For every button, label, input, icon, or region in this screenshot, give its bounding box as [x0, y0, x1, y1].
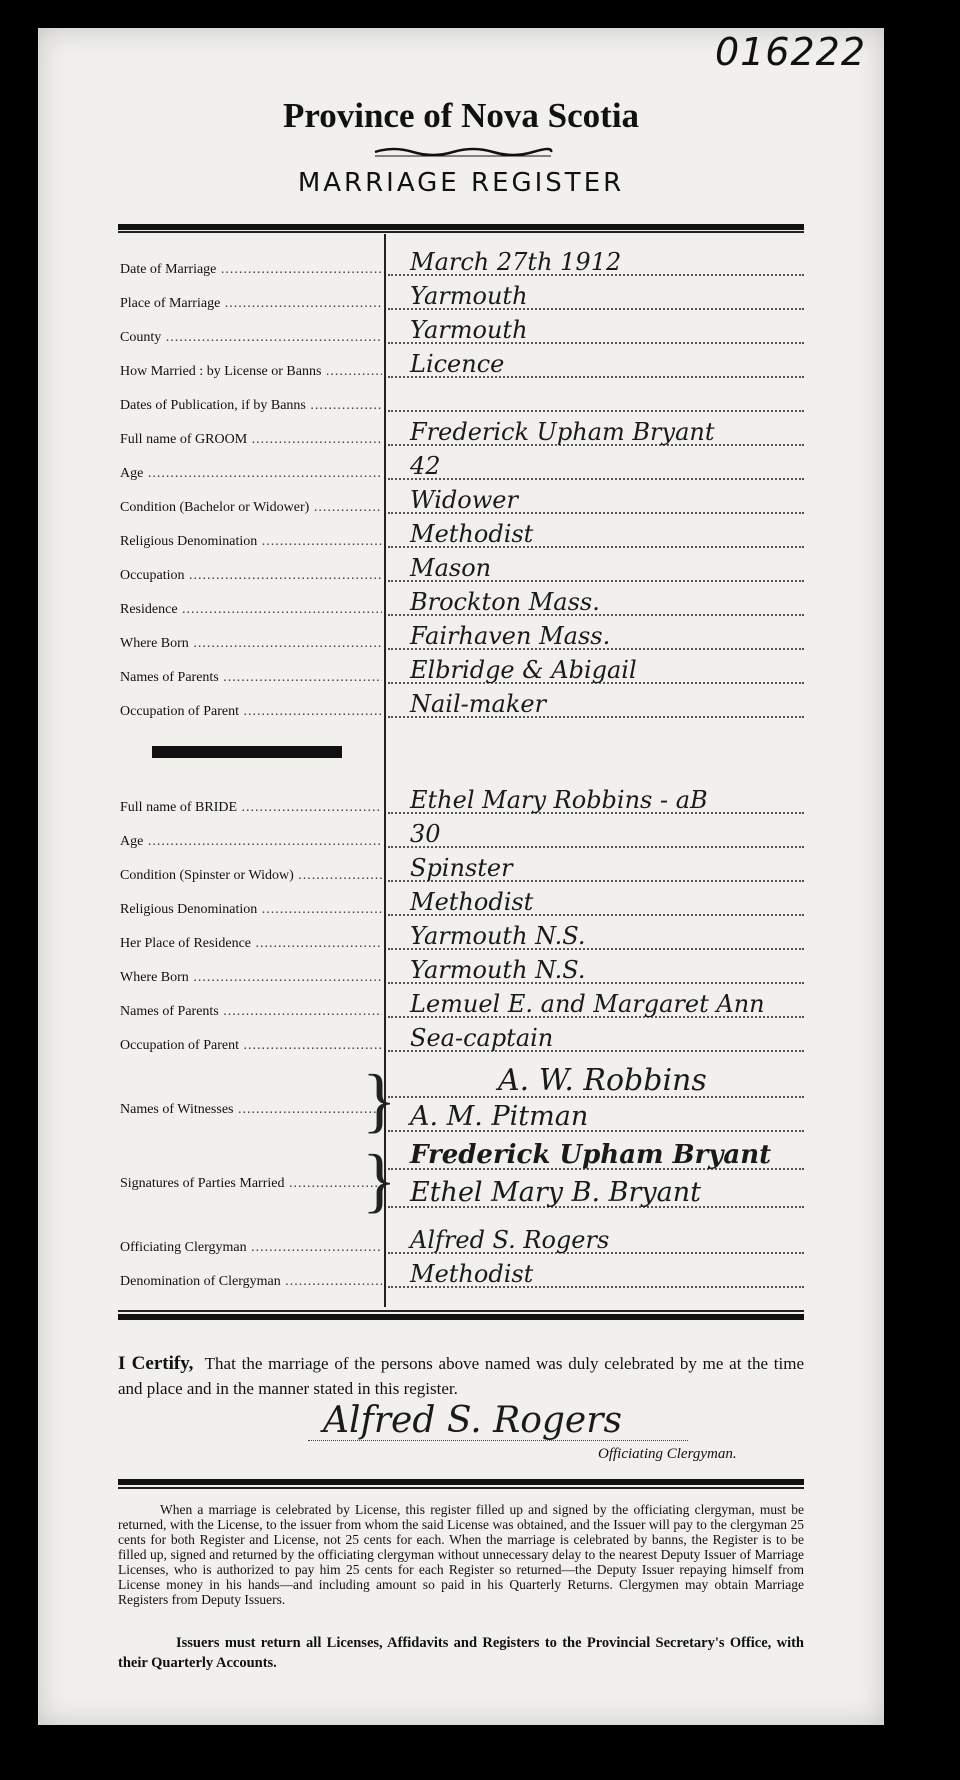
field-dates-of-publication: [118, 382, 804, 416]
certify-lead: I Certify,: [118, 1353, 194, 1374]
field-bride-religion: [118, 886, 804, 920]
bride-section-divider: [152, 746, 342, 758]
field-value: Yarmouth: [410, 282, 528, 310]
field-label: Denomination of Clergyman .....: [120, 1274, 382, 1290]
field-groom-name: [118, 416, 804, 450]
field-value: Widower: [410, 486, 518, 514]
field-value: Sea-captain: [410, 1024, 554, 1052]
field-label: Residence .....: [120, 602, 382, 618]
field-label: Occupation .....: [120, 568, 382, 584]
field-value: Frederick Upham Bryant: [410, 418, 715, 446]
field-value: Fairhaven Mass.: [410, 622, 611, 650]
field-value: Methodist: [410, 520, 534, 548]
field-label: Date of Marriage .....: [120, 262, 382, 278]
field-value: Spinster: [410, 854, 513, 882]
field-label: Names of Parents .....: [120, 1004, 382, 1020]
lower-rule-thin: [118, 1487, 804, 1489]
field-value: Brockton Mass.: [410, 588, 600, 616]
field-groom-occupation: [118, 552, 804, 586]
mid-rule: [118, 1314, 804, 1320]
field-value: Yarmouth N.S.: [410, 922, 586, 950]
field-value: Methodist: [410, 888, 534, 916]
field-value: Methodist: [410, 1260, 534, 1288]
field-label: Place of Marriage .....: [120, 296, 382, 312]
field-label: Where Born .....: [120, 636, 382, 652]
field-place-of-marriage: [118, 280, 804, 314]
field-label: County .....: [120, 330, 382, 346]
field-bride-birthplace: [118, 954, 804, 988]
issuers-note: Issuers must return all Licenses, Affidavits and Registers to the Provincial Secretary's Office, with their Quarterly Accounts.: [118, 1635, 804, 1671]
field-label: Age .....: [120, 834, 382, 850]
witnesses-label: Names of Witnesses .....: [120, 1102, 382, 1118]
field-value: Elbridge & Abigail: [410, 656, 637, 684]
field-bride-name: [118, 784, 804, 818]
field-groom-age: [118, 450, 804, 484]
parties-brace: }: [362, 1140, 397, 1220]
bride-signature: Ethel Mary B. Bryant: [410, 1177, 701, 1208]
certify-body: That the marriage of the persons above named was duly celebrated by me at the time and place and in the manner stated in this register.: [118, 1354, 804, 1398]
field-label: Officiating Clergyman .....: [120, 1240, 382, 1256]
field-bride-parent-occupation: [118, 1022, 804, 1056]
register-sheet: [38, 28, 884, 1725]
field-groom-parent-occupation: [118, 688, 804, 722]
field-value: Nail-maker: [410, 690, 547, 718]
parties-line-2: [118, 1178, 804, 1212]
instructions-notice: When a marriage is celebrated by License, this register filled up and signed by the officiating clergyman, must be returned, with the License, to the issuer from whom the said License was obtained, and the Issuer will pay to the clergyman 25 cents for both Register and License, not 25 cents for each. When the marriage is celebrated by banns, the Register is to be filled up, signed and returned by the officiating clergyman without unnecessary delay to the nearest Deputy Issuer of Marriage Licenses, who is authorized to pay him 25 cents for each Register so returned—the Deputy Issuer repaying himself from License money in his hands—and including amount so paid in his Quarterly Returns. Clergymen may obtain Marriage Registers from Deputy Issuers.: [118, 1502, 804, 1607]
field-bride-age: [118, 818, 804, 852]
signature-line: [308, 1440, 688, 1441]
field-label: Occupation of Parent .....: [120, 704, 382, 720]
witness-line-1: [118, 1063, 804, 1102]
field-label: Names of Parents .....: [120, 670, 382, 686]
field-value: 30: [410, 820, 441, 848]
clergyman-signature: Alfred S. Rogers: [323, 1400, 622, 1441]
certification-text: [118, 1351, 804, 1401]
witness-2-signature: A. M. Pitman: [410, 1101, 589, 1132]
mid-rule-thin: [118, 1310, 804, 1312]
field-value: 42: [410, 452, 441, 480]
field-groom-residence: [118, 586, 804, 620]
top-rule-thin: [118, 231, 804, 233]
field-officiating-clergyman: [118, 1224, 804, 1258]
field-label: Condition (Bachelor or Widower) .....: [120, 500, 382, 516]
field-bride-residence: [118, 920, 804, 954]
province-title: Province of Nova Scotia: [282, 96, 640, 135]
field-label: Age .....: [120, 466, 382, 482]
field-label: Dates of Publication, if by Banns .....: [120, 398, 382, 414]
field-label: How Married : by License or Banns .....: [120, 364, 382, 380]
field-value: Lemuel E. and Margaret Ann: [410, 990, 765, 1018]
witnesses-brace: }: [362, 1060, 397, 1140]
title-flourish: [373, 146, 553, 158]
field-date-of-marriage: [118, 246, 804, 280]
field-value: Alfred S. Rogers: [410, 1226, 610, 1254]
field-value: March 27th 1912: [410, 248, 622, 276]
field-value: Yarmouth: [410, 316, 528, 344]
field-groom-parents: [118, 654, 804, 688]
field-groom-birthplace: [118, 620, 804, 654]
field-value: Mason: [410, 554, 492, 582]
field-value: Ethel Mary Robbins - aB: [410, 786, 708, 814]
field-bride-condition: [118, 852, 804, 886]
field-label: Full name of BRIDE .....: [120, 800, 382, 816]
field-value: Yarmouth N.S.: [410, 956, 586, 984]
officiating-clergyman-caption: Officiating Clergyman.: [598, 1446, 737, 1462]
field-label: Religious Denomination .....: [120, 902, 382, 918]
field-label: Full name of GROOM .....: [120, 432, 382, 448]
field-how-married: [118, 348, 804, 382]
groom-signature: Frederick Upham Bryant: [410, 1140, 772, 1170]
field-clergyman-denomination: [118, 1258, 804, 1292]
witness-1-signature: A. W. Robbins: [498, 1063, 707, 1098]
witness-line-2: [118, 1102, 804, 1136]
field-label: Religious Denomination .....: [120, 534, 382, 550]
register-subtitle: MARRIAGE REGISTER: [297, 168, 625, 198]
field-groom-condition: [118, 484, 804, 518]
field-county: [118, 314, 804, 348]
parties-label: Signatures of Parties Married .....: [120, 1176, 382, 1192]
document-number: 016222: [714, 30, 866, 74]
field-bride-parents: [118, 988, 804, 1022]
parties-line-1: [118, 1140, 804, 1174]
lower-rule: [118, 1479, 804, 1485]
field-groom-religion: [118, 518, 804, 552]
top-rule: [118, 224, 804, 230]
field-label: Where Born .....: [120, 970, 382, 986]
field-label: Occupation of Parent .....: [120, 1038, 382, 1054]
field-label: Condition (Spinster or Widow) .....: [120, 868, 382, 884]
field-value: Licence: [410, 350, 505, 378]
field-label: Her Place of Residence .....: [120, 936, 382, 952]
